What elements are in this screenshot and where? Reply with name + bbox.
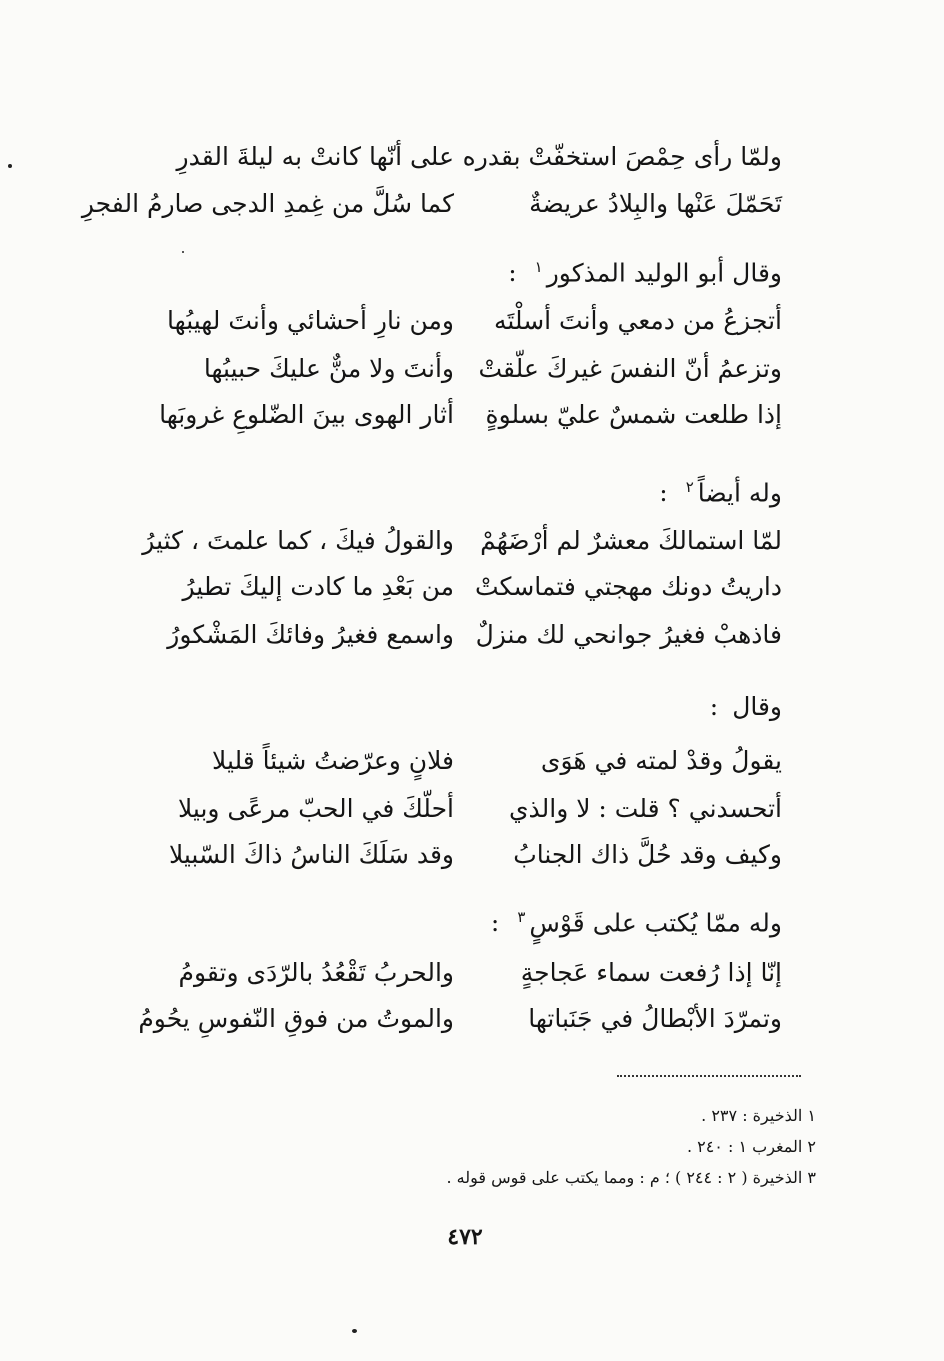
page-number: ٤٧٢ — [447, 1224, 483, 1250]
poem-intro — [282, 470, 782, 510]
intro-colon: : — [709, 692, 719, 721]
footnote-ref: ٣ — [517, 908, 526, 926]
verse-first-half: ولمّا رأى حِمْصَ استخفّتْ بقدره — [462, 142, 782, 171]
verse-first-half: إنّا إذا رُفعت سماء عَجاجةٍ — [520, 958, 782, 987]
intro-colon: : — [659, 478, 668, 508]
verse-second-half: أثار الهوى بينَ الضّلوعِ غروبَها — [159, 400, 454, 429]
verse-first-half: داريتُ دونك مهجتي فتماسكتْ — [474, 572, 782, 601]
verse-first-half: وتمرّدَ الأبْطالُ في جَنَباتها — [528, 1004, 782, 1033]
intro-text: وله ممّا يُكتب على قَوْسٍ — [529, 908, 782, 938]
verse-first-half: يقولُ وقدْ لمته في هَوَى — [540, 746, 782, 775]
footnote-separator — [617, 1075, 801, 1077]
intro-text: وله أيضاً — [697, 478, 782, 508]
verse-first-half: وتزعمُ أنّ النفسَ غيركَ علّقتْ — [478, 354, 782, 383]
poem-intro — [282, 900, 782, 940]
verse-first-half: تَحَمّلَ عَنْها والبِلادُ عريضةٌ — [529, 189, 782, 218]
intro-colon: : — [490, 908, 500, 938]
verse-first-half: وكيف وقد حُلَّ ذاك الجنابُ — [513, 840, 782, 869]
verse-second-half: فلانٍ وعرّضتُ شيئاً قليلا — [212, 746, 454, 775]
verse-second-half: والقولُ فيكَ ، كما علمتَ ، كثيرُ — [142, 526, 454, 555]
verse-second-half: على أنّها كانتْ به ليلةَ القدرِ — [176, 142, 454, 171]
verse-second-half: أحلّكَ في الحبّ مرعًى وبيلا — [177, 794, 454, 823]
footnote-ref: ١ — [534, 258, 543, 276]
intro-text: وقال أبو الوليد المذكور — [546, 258, 782, 288]
footnote-ref: ٢ — [685, 478, 694, 496]
verse-first-half: لمّا استمالكَ معشرٌ لم أرْضَهُمْ — [480, 526, 782, 555]
intro-text: وقال — [732, 692, 782, 721]
poem-intro — [282, 690, 782, 724]
ink-speck — [8, 164, 12, 168]
verse-second-half: وقد سَلَكَ الناسُ ذاكَ السّبيلا — [168, 840, 454, 869]
footnote: ٢ المغرب ١ : ٢٤٠ . — [686, 1137, 816, 1156]
verse-first-half: إذا طلعت شمسٌ عليّ بسلوةٍ — [485, 400, 782, 429]
verse-second-half: من بَعْدِ ما كادت إليكَ تطيرُ — [182, 572, 454, 601]
ink-speck — [352, 1329, 357, 1333]
verse-second-half: كما سُلَّ من غِمدِ الدجى صارمُ الفجرِ — [81, 189, 454, 218]
verse-second-half: والحربُ تَقْعُدُ بالرّدَى وتقومُ — [178, 958, 454, 987]
footnote: ١ الذخيرة : ٢٣٧ . — [701, 1106, 816, 1125]
footnote: ٣ الذخيرة ( ٢ : ٢٤٤ ) ؛ م : ومما يكتب على قوس قوله . — [446, 1168, 816, 1187]
intro-colon: : — [508, 258, 517, 288]
verse-first-half: أتجزعُ من دمعي وأنتَ أسلْتَه — [493, 306, 782, 335]
verse-first-half: فاذهبْ فغيرُ جوانحي لك منزلٌ — [475, 620, 782, 649]
verse-second-half: وأنتَ ولا منٌّ عليكَ حبيبُها — [203, 354, 454, 383]
verse-first-half: أتحسدني ؟ قلت : لا والذي — [508, 794, 782, 823]
verse-second-half: واسمع فغيرُ وفائكَ المَشْكورُ — [167, 620, 454, 649]
poem-intro — [282, 250, 782, 290]
ink-speck — [182, 251, 184, 253]
verse-second-half: والموتُ من فوقِ النّفوسِ يحُومُ — [138, 1004, 454, 1033]
verse-second-half: ومن نارِ أحشائي وأنتَ لهيبُها — [167, 306, 454, 335]
